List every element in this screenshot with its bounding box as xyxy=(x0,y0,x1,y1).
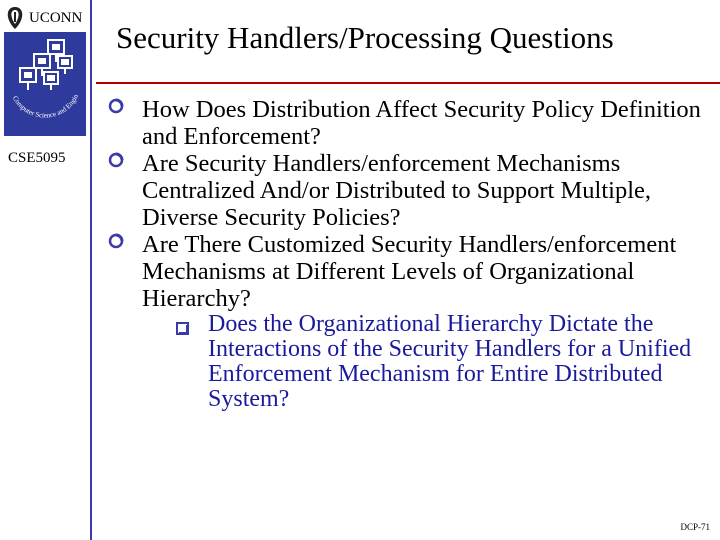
bullet-text: Are Security Handlers/enforcement Mechanisms Centralized And/or Distributed to Support Multiple, Diverse Security Policies? xyxy=(142,150,651,231)
uconn-seal-icon xyxy=(4,6,26,30)
slide-footer: DCP-71 xyxy=(680,522,710,532)
sub-bullet-item xyxy=(176,312,716,412)
bullet-circle-icon xyxy=(108,98,128,118)
logo-arc-text: Computer Science and Engin xyxy=(10,93,81,120)
uconn-brand xyxy=(4,6,82,30)
bullet-item xyxy=(108,96,716,150)
bullet-item xyxy=(108,231,716,312)
slide-title: Security Handlers/Processing Questions xyxy=(116,20,614,55)
bullet-text: Are There Customized Security Handlers/enforcement Mechanisms at Different Levels of Organizational Hierarchy? xyxy=(142,231,677,312)
course-code: CSE5095 xyxy=(8,150,66,166)
uconn-label: UCONN xyxy=(29,9,83,26)
bullet-text: How Does Distribution Affect Security Policy Definition and Enforcement? xyxy=(142,96,701,150)
sidebar xyxy=(0,0,92,540)
title-divider xyxy=(96,82,720,84)
sub-bullet-text: Does the Organizational Hierarchy Dictate the Interactions of the Security Handlers for a Unified Enforcement Mechanism for Entire Distributed System? xyxy=(208,311,692,412)
cse-logo-icon xyxy=(4,32,86,144)
slide-content xyxy=(108,96,716,412)
bullet-circle-icon xyxy=(108,233,128,253)
sub-bullet-square-icon xyxy=(176,317,190,331)
bullet-circle-icon xyxy=(108,152,128,172)
bullet-item xyxy=(108,150,716,231)
